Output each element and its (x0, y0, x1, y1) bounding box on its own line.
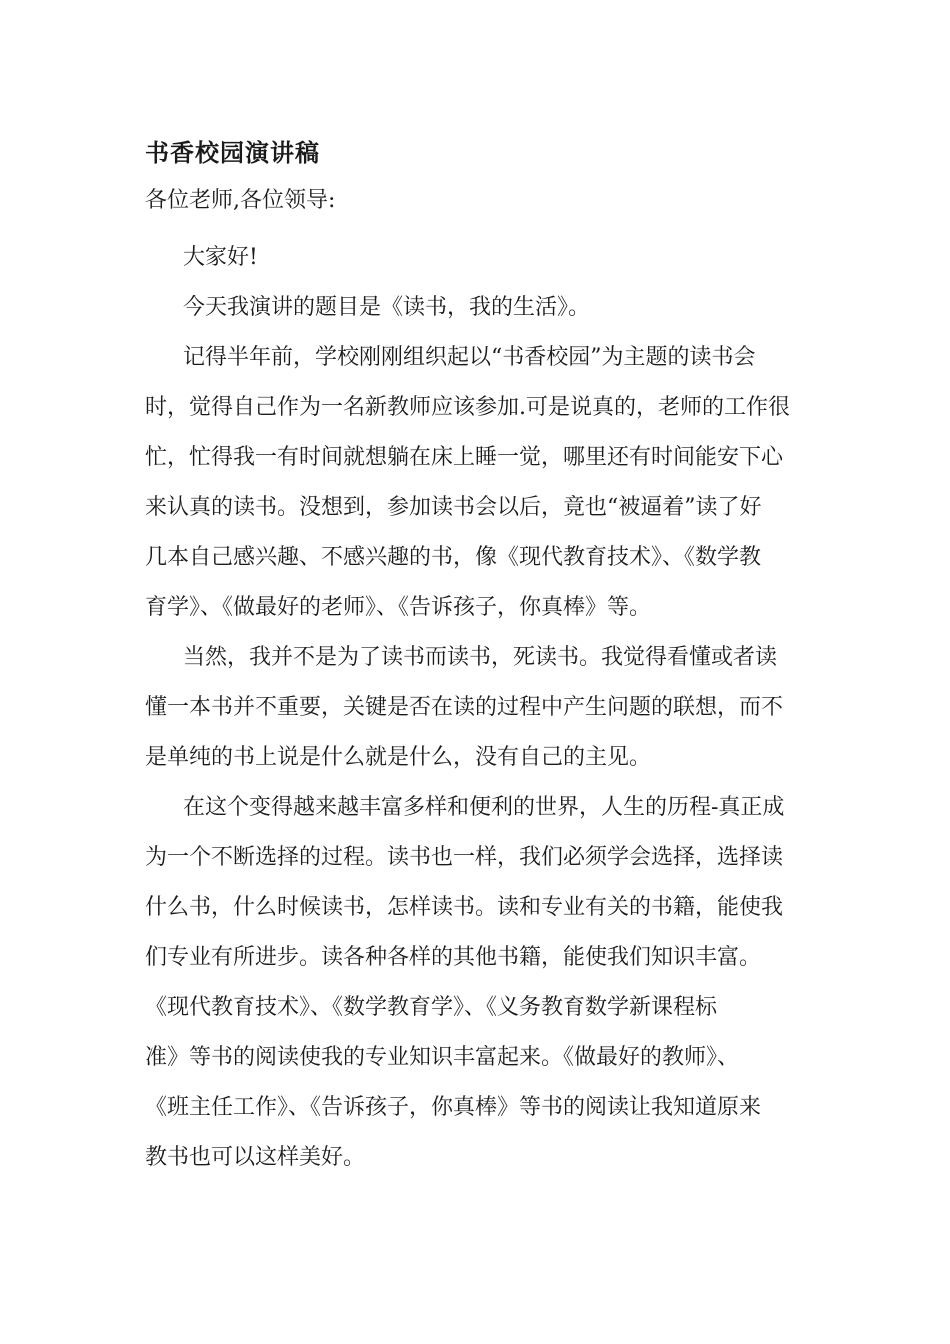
paragraph-line: 记得半年前，学校刚刚组织起以“书香校园”为主题的读书会 (183, 345, 756, 370)
paragraph-line: 在这个变得越来越丰富多样和便利的世界，人生的历程-真正成 (183, 795, 785, 820)
paragraph-line: 大家好! (183, 245, 258, 270)
speech-body (145, 233, 795, 1183)
paragraph-line: 来认真的读书。没想到，参加读书会以后，竟也“被逼着”读了好 (145, 495, 762, 520)
paragraph-line: 教书也可以这样美好。 (145, 1145, 366, 1170)
paragraph-line: 育学》、《做最好的老师》、《告诉孩子，你真棒》等。 (145, 595, 652, 620)
salutation: 各位老师,各位领导: (145, 188, 336, 213)
paragraph-line: 时，觉得自己作为一名新教师应该参加.可是说真的，老师的工作很 (145, 395, 790, 420)
paragraph-line: 《班主任工作》、《告诉孩子，你真棒》等书的阅读让我知道原来 (145, 1095, 762, 1120)
document-title: 书香校园演讲稿 (145, 138, 320, 167)
paragraph-line: 《现代教育技术》、《数学教育学》、《义务教育数学新课程标 (145, 995, 718, 1020)
paragraph-line: 为一个不断选择的过程。读书也一样，我们必须学会选择，选择读 (145, 845, 784, 870)
paragraph-line: 懂一本书并不重要，关键是否在读的过程中产生问题的联想，而不 (145, 695, 784, 720)
paragraph-line: 是单纯的书上说是什么就是什么，没有自己的主见。 (145, 745, 652, 770)
paragraph-line: 今天我演讲的题目是《读书，我的生活》。 (183, 295, 591, 320)
paragraph-line: 准》等书的阅读使我的专业知识丰富起来。《做最好的教师》、 (145, 1045, 740, 1070)
paragraph-line: 几本自己感兴趣、不感兴趣的书，像《现代教育技术》、《数学教 (145, 545, 762, 570)
paragraph-line: 们专业有所进步。读各种各样的其他书籍，能使我们知识丰富。 (145, 945, 762, 970)
paragraph-line: 什么书，什么时候读书，怎样读书。读和专业有关的书籍，能使我 (145, 895, 784, 920)
paragraph-line: 当然，我并不是为了读书而读书，死读书。我觉得看懂或者读 (183, 645, 778, 670)
paragraph-line: 忙，忙得我一有时间就想躺在床上睡一觉，哪里还有时间能安下心 (145, 445, 784, 470)
